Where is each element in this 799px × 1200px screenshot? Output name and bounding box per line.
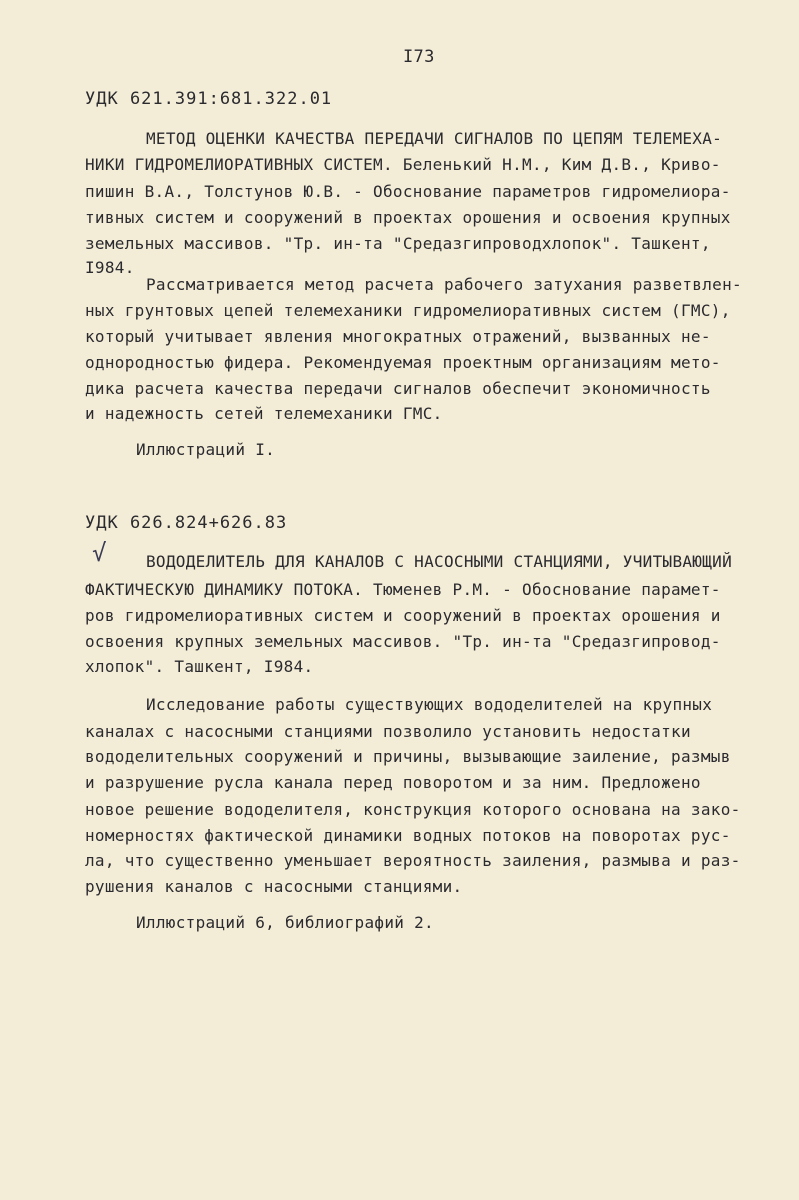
entry-2-abstract-line: каналах с насосными станциями позволило установить недостатки bbox=[85, 722, 691, 741]
entry-1-abstract-line: Рассматривается метод расчета рабочего затухания разветвлен- bbox=[146, 275, 742, 294]
entry-2-abstract-line: и разрушение русла канала перед поворотом и за ним. Предложено bbox=[85, 773, 701, 792]
entry-2-title-line: освоения крупных земельных массивов. "Тр. ин-та "Средазгипровод- bbox=[85, 632, 721, 651]
entry-2-abstract-line: ла, что существенно уменьшает вероятность заиления, размыва и раз- bbox=[85, 851, 741, 870]
entry-2-abstract-line: рушения каналов с насосными станциями. bbox=[85, 877, 463, 896]
entry-1-abstract-line: однородностью фидера. Рекомендуемая проектным организациям мето- bbox=[85, 353, 721, 372]
entry-2-title-line: хлопок". Ташкент, I984. bbox=[85, 657, 314, 676]
entry-1-title-line: МЕТОД ОЦЕНКИ КАЧЕСТВА ПЕРЕДАЧИ СИГНАЛОВ ПО ЦЕПЯМ ТЕЛЕМЕХА- bbox=[146, 129, 723, 148]
entry-1-illustrations: Иллюстраций I. bbox=[136, 440, 276, 459]
page-number: I73 bbox=[403, 47, 435, 67]
entry-1-title-line: тивных систем и сооружений в проектах орошения и освоения крупных bbox=[85, 208, 731, 227]
entry-1-udc: УДК 621.391:681.322.01 bbox=[85, 89, 333, 109]
entry-1-abstract-line: ных грунтовых цепей телемеханики гидромелиоративных систем (ГМС), bbox=[85, 301, 731, 320]
entry-1-abstract-line: дика расчета качества передачи сигналов обеспечит экономичность bbox=[85, 379, 711, 398]
entry-2-abstract-line: новое решение вододелителя, конструкция которого основана на зако- bbox=[85, 800, 741, 819]
entry-1-title-line: I984. bbox=[85, 258, 135, 277]
entry-2-abstract-line: номерностях фактической динамики водных потоков на поворотах рус- bbox=[85, 826, 731, 845]
entry-2-title-line: ров гидромелиоративных систем и сооружений в проектах орошения и bbox=[85, 606, 721, 625]
entry-1-title-line: земельных массивов. "Тр. ин-та "Средазгипроводхлопок". Ташкент, bbox=[85, 234, 711, 253]
checkmark-icon: √ bbox=[92, 539, 107, 567]
entry-1-title-line: НИКИ ГИДРОМЕЛИОРАТИВНЫХ СИСТЕМ. Беленький Н.М., Ким Д.В., Криво- bbox=[85, 155, 721, 174]
entry-1-abstract-line: который учитывает явления многократных отражений, вызванных не- bbox=[85, 327, 711, 346]
entry-2-udc: УДК 626.824+626.83 bbox=[85, 513, 288, 533]
entry-1-title-line: пишин В.А., Толстунов Ю.В. - Обоснование параметров гидромелиора- bbox=[85, 182, 731, 201]
entry-2-illustrations: Иллюстраций 6, библиографий 2. bbox=[136, 913, 434, 932]
entry-2-abstract-line: Исследование работы существующих вододелителей на крупных bbox=[146, 695, 713, 714]
entry-1-abstract-line: и надежность сетей телемеханики ГМС. bbox=[85, 404, 443, 423]
entry-2-abstract-line: вододелительных сооружений и причины, вызывающие заиление, размыв bbox=[85, 747, 731, 766]
entry-2-title-line: ВОДОДЕЛИТЕЛЬ ДЛЯ КАНАЛОВ С НАСОСНЫМИ СТАНЦИЯМИ, УЧИТЫВАЮЩИЙ bbox=[146, 552, 733, 571]
entry-2-title-line: ФАКТИЧЕСКУЮ ДИНАМИКУ ПОТОКА. Тюменев Р.М. - Обоснование парамет- bbox=[85, 580, 721, 599]
